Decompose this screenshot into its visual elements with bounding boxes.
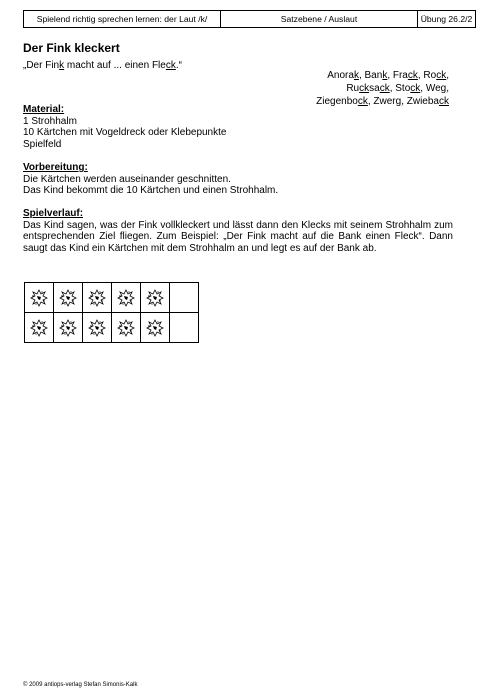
header-series-title: Spielend richtig sprechen lernen: der Laut /k/ — [24, 11, 221, 27]
target-word-list — [316, 69, 449, 108]
empty-cell — [170, 313, 199, 343]
sentence-target-sound: ck — [165, 60, 176, 71]
splat-icon — [29, 288, 49, 308]
splat-icon — [116, 288, 136, 308]
word-part: , Zwieba — [401, 96, 439, 107]
header-exercise-number: Übung 26.2/2 — [420, 14, 473, 24]
word-target-sound: ck — [410, 83, 421, 94]
splat-card — [112, 283, 141, 313]
example-sentence — [23, 60, 182, 71]
splat-icon — [87, 318, 107, 338]
word-part: , We — [420, 83, 441, 94]
word-part: , Sto — [389, 83, 411, 94]
word-target-sound: ck — [357, 96, 368, 107]
splat-card — [141, 313, 170, 343]
splat-card — [25, 313, 54, 343]
splat-card — [83, 283, 112, 313]
spielverlauf-section — [23, 208, 453, 254]
word-part: , Zwer — [367, 96, 396, 107]
word-target-sound: ck — [407, 70, 418, 81]
word-target-sound: g — [395, 96, 402, 107]
splat-icon — [116, 318, 136, 338]
splat-icon — [29, 318, 49, 338]
sentence-target-sound: k — [59, 60, 65, 71]
card-grid — [24, 282, 199, 343]
word-target-sound: ck — [379, 83, 390, 94]
word-target-sound: k — [353, 70, 359, 81]
vorbereitung-line: Das Kind bekommt die 10 Kärtchen und einen Strohhalm. — [23, 185, 279, 196]
word-line — [316, 82, 449, 95]
splat-icon — [145, 288, 165, 308]
material-item: 1 Strohhalm — [23, 115, 77, 127]
material-heading: Material: — [23, 104, 65, 115]
word-part: , Ban — [358, 70, 383, 81]
spielverlauf-text: Das Kind sagen, was der Fink vollkleckert und lässt dann den Klecks mit seinem Strohhalm zum entsprechenden Ziel fliegen. Zum Beispiel: „Der Fink macht auf die Bank einen Fleck“. Dann saugt das Kind ein Kärtchen mit dem Strohhalm an und legt es auf der Bank ab. — [23, 219, 453, 254]
splat-card — [141, 283, 170, 313]
vorbereitung-heading: Vorbereitung: — [23, 162, 88, 173]
material-section — [23, 104, 453, 150]
word-part: sa — [369, 83, 380, 94]
empty-cell — [170, 283, 199, 313]
splat-icon — [87, 288, 107, 308]
sentence-part: „Der Fin — [23, 60, 60, 71]
splat-card — [54, 283, 83, 313]
spielverlauf-heading: Spielverlauf: — [23, 208, 84, 219]
word-target-sound: ck — [359, 83, 370, 94]
splat-card — [54, 313, 83, 343]
word-target-sound: ck — [436, 70, 447, 81]
splat-card — [112, 313, 141, 343]
word-part: , — [446, 83, 449, 94]
page-title: Der Fink kleckert — [23, 41, 120, 55]
word-part: , — [446, 70, 449, 81]
splat-icon — [58, 288, 78, 308]
splat-icon — [58, 318, 78, 338]
sentence-part: .“ — [175, 60, 182, 71]
splat-icon — [145, 318, 165, 338]
word-target-sound: g — [440, 83, 447, 94]
word-part: Anora — [327, 70, 354, 81]
word-part: , Fra — [387, 70, 408, 81]
word-part: Ziegenbo — [316, 96, 358, 107]
word-part: , Ro — [417, 70, 437, 81]
word-target-sound: k — [382, 70, 388, 81]
material-item: 10 Kärtchen mit Vogeldreck oder Klebepunkte — [23, 127, 227, 138]
vorbereitung-line: Die Kärtchen werden auseinander geschnitten. — [23, 173, 231, 185]
copyright-footer: © 2009 antiops-verlag Stefan Simonis-Kalk — [23, 682, 138, 688]
word-target-sound: ck — [439, 96, 449, 107]
vorbereitung-section — [23, 162, 453, 197]
splat-card — [83, 313, 112, 343]
material-item: Spielfeld — [23, 138, 62, 150]
word-part: Ru — [346, 83, 360, 94]
sentence-part: macht auf ... einen Fle — [64, 60, 166, 71]
header-table — [23, 10, 476, 28]
splat-card — [25, 283, 54, 313]
header-level: Satzebene / Auslaut — [221, 11, 418, 27]
word-line — [316, 69, 449, 82]
